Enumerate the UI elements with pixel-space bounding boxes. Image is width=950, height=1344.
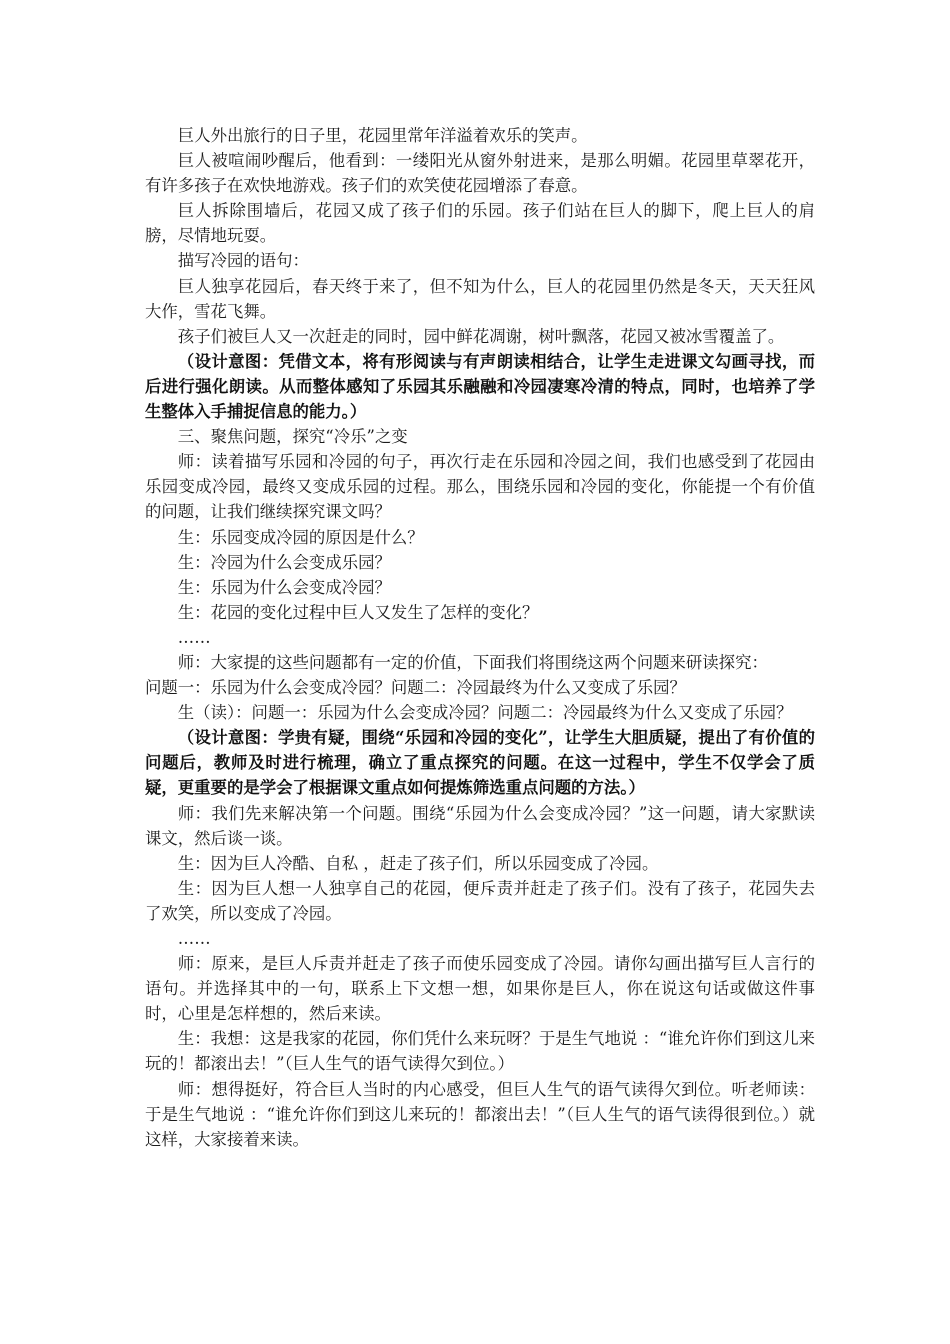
paragraph: 师：想得挺好，符合巨人当时的内心感受，但巨人生气的语气读得欠到位。听老师读：于是生气地说 ：“谁允许你们到这儿来玩的！都滚出去！”（巨人生气的语气读得很到位。）就这样，大家接着来读。 <box>145 1079 815 1149</box>
paragraph: 巨人被喧闹吵醒后，他看到：一缕阳光从窗外射进来，是那么明媚。花园里草翠花开，有许多孩子在欢快地游戏。孩子们的欢笑使花园增添了春意。 <box>145 151 815 196</box>
ellipsis: …… <box>177 929 211 948</box>
design-intent-note: （设计意图：凭借文本，将有形阅读与有声朗读相结合，让学生走进课文勾画寻找，而后进行强化朗读。从而整体感知了乐园其乐融融和冷园凄寒冷清的特点，同时，也培养了学生整体入手捕捉信息的能力。） <box>145 351 815 422</box>
paragraph: 描写冷园的语句： <box>177 251 309 271</box>
document-page <box>145 123 815 1152</box>
design-intent-note: （设计意图：学贵有疑，围绕“乐园和冷园的变化”，让学生大胆质疑，提出了有价值的问题后，教师及时进行梳理，确立了重点探究的问题。在这一过程中，学生不仅学会了质疑，更重要的是学会了根据课文重点如何提炼筛选重点问题的方法。） <box>145 728 815 798</box>
paragraph: 巨人外出旅行的日子里，花园里常年洋溢着欢乐的笑声。 <box>177 126 588 145</box>
paragraph: 师：我们先来解决第一个问题。围绕“乐园为什么会变成冷园？”这一问题，请大家默读课文，然后谈一谈。 <box>145 803 815 848</box>
paragraph: 问题一：乐园为什么会变成冷园？问题二：冷园最终为什么又变成了乐园？ <box>145 678 686 698</box>
paragraph: 孩子们被巨人又一次赶走的同时，园中鲜花凋谢，树叶飘落，花园又被冰雪覆盖了。 <box>177 326 785 346</box>
paragraph: 师：原来，是巨人斥责并赶走了孩子而使乐园变成了冷园。请你勾画出描写巨人言行的语句。并选择其中的一句，联系上下文想一想，如果你是巨人，你在说这句话或做这件事时，心里是怎样想的，然后来读。 <box>145 954 815 1024</box>
paragraph: 生（读）：问题一：乐园为什么会变成冷园？问题二：冷园最终为什么又变成了乐园？ <box>177 703 793 723</box>
paragraph: 生：乐园变成冷园的原因是什么？ <box>177 527 424 547</box>
paragraph: 生：我想：这是我家的花园，你们凭什么来玩呀？于是生气地说 ：“谁允许你们到这儿来玩的！都滚出去！”（巨人生气的语气读得欠到位。） <box>145 1029 815 1074</box>
paragraph: 师：读着描写乐园和冷园的句子，再次行走在乐园和冷园之间，我们也感受到了花园由乐园变成冷园，最终又变成乐园的过程。那么，围绕乐园和冷园的变化，你能提一个有价值的问题，让我们继续探究课文吗？ <box>145 452 815 522</box>
ellipsis: …… <box>177 627 211 647</box>
paragraph: 师：大家提的这些问题都有一定的价值，下面我们将围绕这两个问题来研读探究： <box>177 652 768 672</box>
section-heading: 三、聚焦问题，探究“冷乐”之变 <box>177 427 408 447</box>
paragraph: 生：因为巨人冷酷、自私 ，赶走了孩子们，所以乐园变成了冷园。 <box>177 853 659 873</box>
paragraph: 生：因为巨人想一人独享自己的花园，便斥责并赶走了孩子们。没有了孩子，花园失去了欢笑，所以变成了冷园。 <box>145 878 815 923</box>
paragraph: 生：乐园为什么会变成冷园？ <box>177 577 391 597</box>
paragraph: 生：花园的变化过程中巨人又发生了怎样的变化？ <box>177 602 539 622</box>
paragraph: 巨人拆除围墙后，花园又成了孩子们的乐园。孩子们站在巨人的脚下，爬上巨人的肩膀，尽情地玩耍。 <box>145 201 815 246</box>
paragraph: 生：冷园为什么会变成乐园？ <box>177 552 391 572</box>
paragraph: 巨人独享花园后，春天终于来了，但不知为什么，巨人的花园里仍然是冬天，天天狂风大作，雪花飞舞。 <box>145 276 815 321</box>
